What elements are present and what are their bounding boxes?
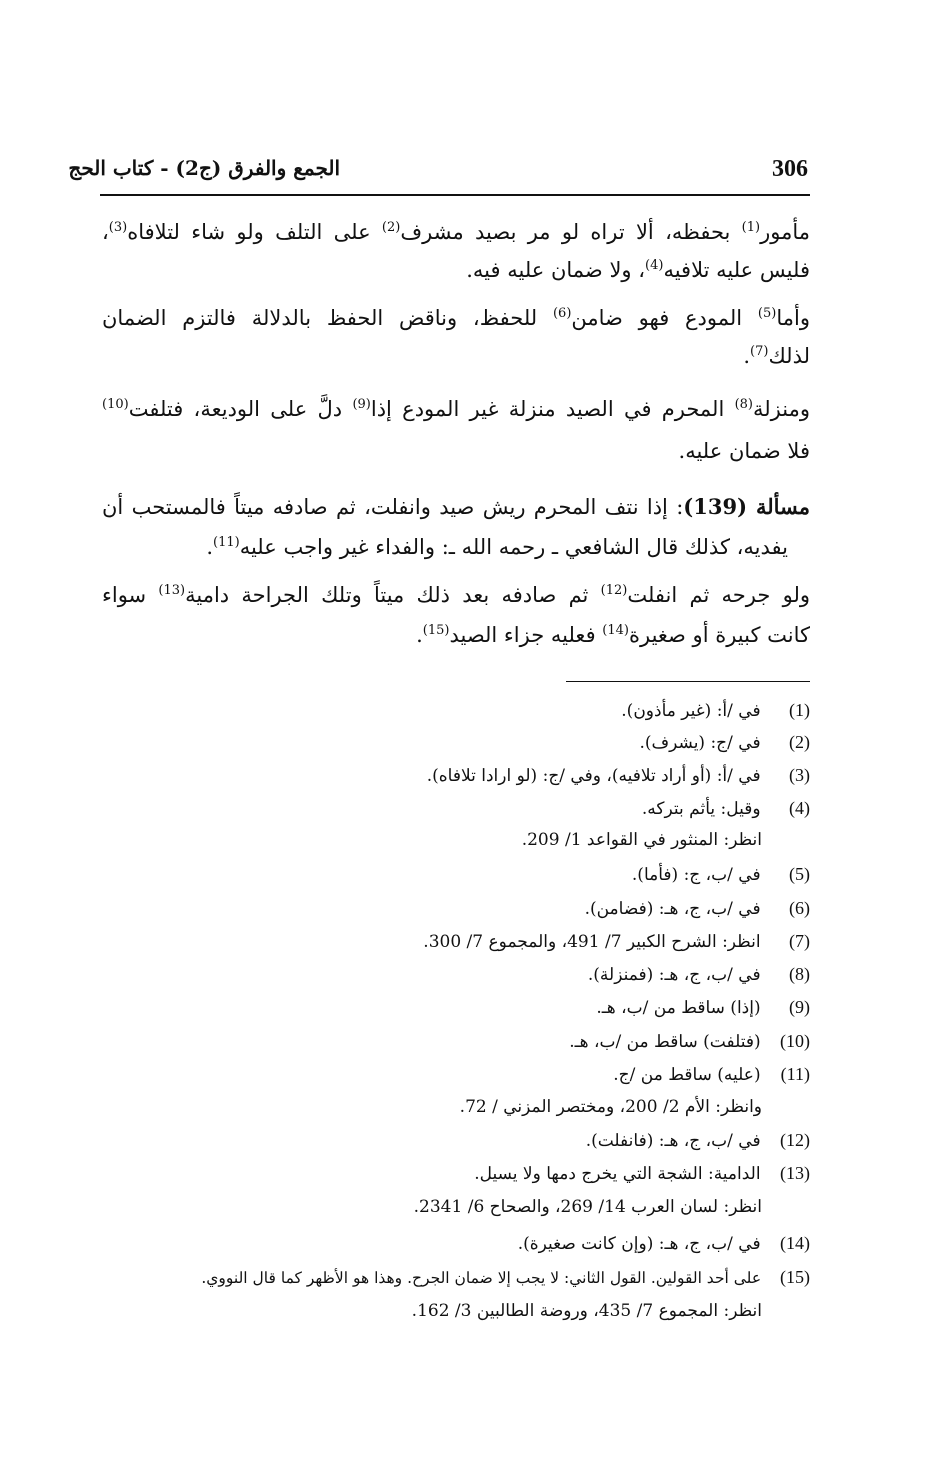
text-run: سواء <box>102 583 159 607</box>
body-line-7 <box>102 492 810 522</box>
footnote-continuation <box>412 1298 762 1324</box>
text-run: : إذا نتف المحرم ريش صيد وانفلت، ثم صادفه ميتاً فالمستحب أن <box>102 495 684 519</box>
footnote-ref[interactable]: (8) <box>734 397 753 412</box>
footnote-ref[interactable]: (7) <box>750 344 769 359</box>
footnote-item <box>569 1028 810 1055</box>
footnote-ref[interactable]: (2) <box>381 220 401 235</box>
text-run: فلا ضمان عليه. <box>678 439 810 463</box>
footnote-number: (4) <box>789 798 810 818</box>
footnote-text: في /ج: (يشرف). <box>639 733 761 753</box>
footnote-text: انظر: المنثور في القواعد 1/ 209. <box>521 830 762 850</box>
footnote-item <box>621 697 810 724</box>
body-line-9 <box>102 580 810 610</box>
footnote-text: في /ب، ج، هـ: (فضامن). <box>584 899 761 919</box>
footnote-item <box>632 861 810 888</box>
footnote-item <box>588 961 810 988</box>
footnote-text: وانظر: الأم 2/ 200، ومختصر المزني / 72. <box>459 1097 762 1117</box>
text-run: لذلك <box>768 344 810 368</box>
body-line-10 <box>416 620 810 650</box>
footnote-ref[interactable]: (14) <box>602 623 629 638</box>
footnote-text: وقيل: يأثم بتركه. <box>641 799 761 819</box>
footnote-number: (15) <box>780 1267 810 1287</box>
footnote-item <box>639 729 810 756</box>
footnote-number: (14) <box>780 1233 810 1253</box>
body-line-8 <box>206 532 788 562</box>
text-run: على التلف ولو شاء لتلافاه <box>127 220 382 244</box>
text-run: فليس عليه تلافيه <box>663 258 810 282</box>
text-run: يفديه، كذلك قال الشافعي ـ رحمه الله ـ: والفداء غير واجب عليه <box>239 535 788 559</box>
text-run: . <box>416 623 423 647</box>
text-run: وأما <box>776 306 810 330</box>
footnote-number: (7) <box>789 931 810 951</box>
footnote-text: انظر: لسان العرب 14/ 269، والصحاح 6/ 2341. <box>413 1197 762 1217</box>
text-run: ثم صادفه بعد ذلك ميتاً وتلك الجراحة دامية <box>185 583 601 607</box>
text-run: للحفظ، وناقض الحفظ بالدلالة فالتزم الضمان <box>102 306 553 330</box>
footnote-separator <box>566 681 810 682</box>
text-run: ومنزلة <box>753 397 810 421</box>
footnote-ref[interactable]: (15) <box>422 623 450 638</box>
footnote-item <box>642 795 810 822</box>
footnote-text: (فتلفت) ساقط من /ب، هـ. <box>569 1032 761 1052</box>
text-run: المحرم في الصيد منزلة غير المودع إذا <box>370 397 735 421</box>
footnote-ref[interactable]: (5) <box>757 306 777 321</box>
footnote-item <box>596 994 810 1021</box>
footnote-item <box>613 1061 810 1088</box>
footnote-number: (11) <box>780 1064 810 1084</box>
text-run: بحفظه، ألا تراه لو مر بصيد مشرف <box>400 220 742 244</box>
footnote-number: (5) <box>789 864 810 884</box>
footnote-ref[interactable]: (3) <box>108 220 128 235</box>
footnote-continuation <box>460 1094 762 1120</box>
footnote-text: في /ب، ج: (فأما). <box>631 865 761 885</box>
footnote-text: (عليه) ساقط من /ج. <box>613 1065 761 1085</box>
running-header-title: الجمع والفرق (ج2) - كتاب الحج <box>68 156 340 180</box>
footnote-number: (13) <box>780 1163 810 1183</box>
page-number: 306 <box>772 156 808 182</box>
footnote-text: الدامية: الشجة التي يخرج دمها ولا يسيل. <box>474 1164 761 1184</box>
footnote-number: (10) <box>780 1031 810 1051</box>
footnote-text: في /ب، ج، هـ: (فانفلت). <box>585 1131 761 1151</box>
footnote-text: (إذا) ساقط من /ب، هـ. <box>596 998 761 1018</box>
text-run: مأمور <box>760 220 810 244</box>
body-line-3 <box>102 303 810 333</box>
footnote-continuation <box>414 1194 762 1220</box>
footnote-continuation <box>522 827 762 853</box>
footnote-item <box>201 1264 810 1291</box>
footnote-ref[interactable]: (12) <box>600 583 628 598</box>
footnote-number: (1) <box>789 700 810 720</box>
footnote-ref[interactable]: (13) <box>158 583 186 598</box>
text-run: ، <box>102 220 109 244</box>
text-run: دلَّ على الوديعة، فتلفت <box>128 397 353 421</box>
footnote-number: (8) <box>789 964 810 984</box>
text-run: . <box>743 344 751 368</box>
text-run: فعليه جزاء الصيد <box>449 623 603 647</box>
footnote-item <box>423 928 810 955</box>
footnote-number: (12) <box>780 1130 810 1150</box>
footnote-item <box>518 1230 810 1257</box>
body-line-1 <box>102 217 810 247</box>
footnote-number: (9) <box>789 997 810 1017</box>
text-run: ، ولا ضمان عليه فيه. <box>466 258 646 282</box>
footnote-item <box>427 762 810 789</box>
body-line-2 <box>466 255 810 285</box>
body-line-4 <box>743 341 810 371</box>
footnote-number: (3) <box>789 765 810 785</box>
text-run: كانت كبيرة أو صغيرة <box>628 623 810 647</box>
text-run: المودع فهو ضامن <box>571 306 758 330</box>
footnote-ref[interactable]: (6) <box>552 306 572 321</box>
footnote-text: في /أ: (غير مأذون). <box>621 701 761 721</box>
footnote-text: انظر: المجموع 7/ 435، وروضة الطالبين 3/ 162. <box>411 1301 762 1321</box>
footnote-ref[interactable]: (4) <box>645 258 664 273</box>
body-line-6 <box>679 436 810 466</box>
footnote-text: في /ب، ج، هـ: (فمنزلة). <box>587 965 761 985</box>
footnote-item <box>585 895 810 922</box>
text-run: ولو جرحه ثم انفلت <box>627 583 810 607</box>
footnote-number: (6) <box>789 898 810 918</box>
footnote-text: في /ب، ج، هـ: (وإن كانت صغيرة). <box>517 1234 761 1254</box>
footnote-text: انظر: الشرح الكبير 7/ 491، والمجموع 7/ 300. <box>423 932 761 952</box>
footnote-text: في /أ: (أو أراد تلافيه)، وفي /ج: (لو ارادا تلافاه). <box>426 766 761 786</box>
footnote-ref[interactable]: (11) <box>213 535 240 550</box>
footnote-item <box>474 1160 810 1187</box>
footnote-item <box>586 1127 810 1154</box>
text-run: . <box>206 535 213 559</box>
footnote-number: (2) <box>789 732 810 752</box>
footnote-text: على أحد القولين. القول الثاني: لا يجب إلا ضمان الجرح. وهذا هو الأظهر كما قال النووي. <box>201 1269 762 1287</box>
footnote-ref[interactable]: (10) <box>102 397 129 412</box>
footnote-ref[interactable]: (9) <box>352 397 371 412</box>
issue-heading: مسألة (139) <box>683 494 810 519</box>
footnote-ref[interactable]: (1) <box>741 220 761 235</box>
body-line-5 <box>102 394 810 424</box>
header-rule <box>100 194 810 196</box>
